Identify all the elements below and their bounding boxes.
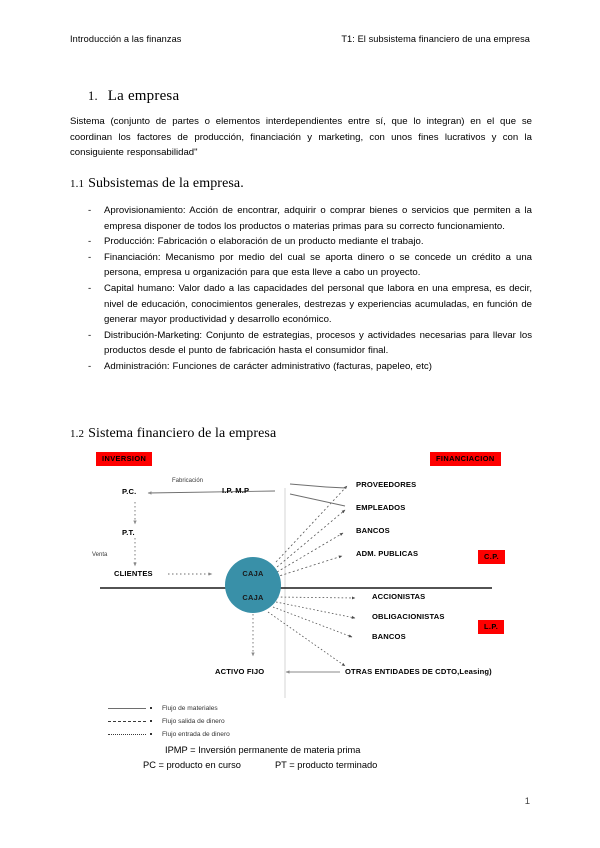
section-1-paragraph: Sistema (conjunto de partes o elementos interdependientes entre sí, que lo integran) en el que se coordinan los factores de producción, financiación y marketing, con unos fines lucrativos y con la consiguiente responsabilidad" (70, 116, 532, 159)
legend-swatch-solid-line-icon (108, 705, 152, 713)
list-item-text: Producción: Fabricación o elaboración de un producto mediante el trabajo. (104, 236, 424, 248)
legend-item-salida-dinero (108, 715, 230, 728)
node-clientes: CLIENTES (114, 569, 153, 578)
list-item (70, 328, 532, 359)
list-item-text: Distribución-Marketing: Conjunto de estrategias, procesos y actividades necesarias para llevar los productos desde el punto de fabricación hasta el consumidor final. (104, 329, 532, 357)
list-item-text: Financiación: Mecanismo por medio del cual se aporta dinero o se concede un crédito a una persona, empresa u organización para que esta lleve a cabo un proyecto. (104, 251, 532, 279)
legend-label: Flujo entrada de dinero (162, 731, 230, 738)
list-item-text: Capital humano: Valor dado a las capacidades del personal que labora en una empresa, es decir, nivel de educación, conocimientos generales, destrezas y experiencias acumuladas, en función de generar mayor productividad y desarrollo económico. (104, 282, 532, 326)
node-pc: P.C. (122, 487, 137, 496)
section-heading-1 (88, 88, 179, 105)
section-title-1-1: Subsistemas de la empresa. (88, 176, 244, 191)
node-activo-fijo: ACTIVO FIJO (215, 667, 265, 676)
bullet-marker: - (88, 205, 92, 216)
caption-pt: PT = producto terminado (274, 760, 378, 770)
bullet-marker: - (88, 251, 92, 263)
edge-label-fabricacion: Fabricación (172, 478, 204, 484)
node-adm-publicas: ADM. PUBLICAS (356, 549, 419, 558)
header-topic-title: T1: El subsistema financiero de una empresa (341, 34, 530, 44)
caption-pc: PC = producto en curso (143, 760, 241, 770)
node-proveedores: PROVEEDORES (356, 480, 417, 489)
edge-label-venta: Venta (92, 552, 108, 558)
caption-line-2 (143, 758, 377, 773)
diagram-legend (108, 702, 230, 741)
subsystems-list (70, 203, 532, 375)
diagram-caption (143, 743, 378, 773)
page-number: 1 (524, 796, 530, 807)
bullet-marker: - (88, 236, 92, 248)
badge-largo-plazo: L.P. (478, 620, 504, 634)
bullet-marker: - (88, 360, 92, 372)
bullet-marker: - (88, 329, 92, 341)
list-item-text: Aprovisionamiento: Acción de encontrar, adquirir o comprar bienes o servicios que permiten a la empresa disponer de todos los productos o materias primas para su correcto funcionamiento. (104, 205, 532, 232)
caja-label-bottom: CAJA (242, 593, 264, 602)
section-title-1: La empresa (107, 88, 180, 104)
legend-item-entrada-dinero (108, 728, 230, 741)
legend-label: Flujo de materiales (162, 705, 218, 712)
diagram-connectors (0, 440, 600, 790)
caption-line-1: IPMP = Inversión permanente de materia prima (165, 745, 361, 755)
node-bancos-lp: BANCOS (372, 632, 406, 641)
node-obligacionistas: OBLIGACIONISTAS (372, 612, 445, 621)
badge-corto-plazo: C.P. (478, 550, 505, 564)
section-heading-1-1 (70, 176, 244, 192)
legend-item-materiales (108, 702, 230, 715)
section-title-1-2: Sistema financiero de la empresa (88, 426, 277, 441)
legend-label: Flujo salida de dinero (162, 718, 225, 725)
badge-inversion: INVERSION (96, 452, 152, 466)
node-accionistas: ACCIONISTAS (372, 592, 426, 601)
list-item (70, 359, 532, 375)
list-item (70, 234, 532, 250)
section-number-1-1: 1.1 (70, 178, 85, 190)
list-item-text: Administración: Funciones de carácter administrativo (facturas, papeleo, etc) (104, 360, 432, 372)
document-header (70, 34, 532, 44)
node-caja (225, 557, 281, 613)
legend-swatch-dashed-line-icon (108, 718, 152, 726)
section-number-1-2: 1.2 (70, 428, 85, 440)
list-item (70, 250, 532, 281)
list-item (70, 203, 532, 234)
node-bancos-cp: BANCOS (356, 526, 390, 535)
node-empleados: EMPLEADOS (356, 503, 406, 512)
legend-swatch-dotted-line-icon (108, 731, 152, 739)
list-item (70, 281, 532, 328)
badge-financiacion: FINANCIACION (430, 452, 501, 466)
node-otras-entidades: OTRAS ENTIDADES DE CDTO,Leasing) (345, 667, 492, 676)
bullet-marker: - (88, 282, 92, 294)
header-course-title: Introducción a las finanzas (70, 34, 182, 44)
node-pt: P.T. (122, 528, 135, 537)
section-number-1: 1. (88, 89, 98, 103)
caja-label-top: CAJA (242, 569, 264, 578)
financial-system-diagram (0, 440, 600, 790)
node-ipmp: I.P. M.P (222, 486, 250, 495)
